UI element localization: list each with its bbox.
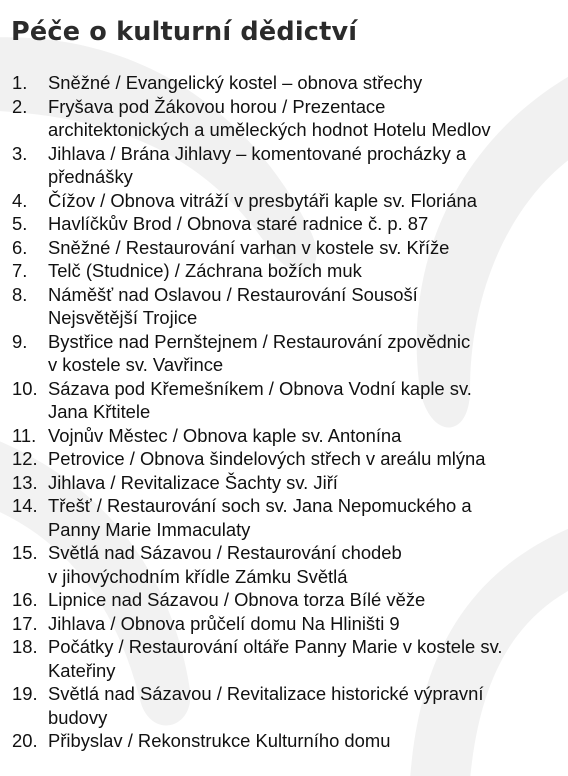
list-item-text: budovy bbox=[48, 706, 108, 728]
list-item-number: 19. bbox=[12, 683, 38, 704]
list-item-number: 2. bbox=[12, 95, 28, 117]
list-item-number: 6. bbox=[12, 236, 28, 258]
list-item-text: Nejsvětější Trojice bbox=[48, 307, 198, 328]
list-item-text: Kateřiny bbox=[48, 659, 116, 681]
list-item-text: Fryšava pod Žákovou horou / Prezentace bbox=[48, 95, 386, 117]
list-item bbox=[0, 729, 568, 753]
list-item bbox=[0, 494, 568, 541]
list-item-text: Světlá nad Sázavou / Restaurování chodeb bbox=[48, 542, 402, 563]
list-item-text: Lipnice nad Sázavou / Obnova torza Bílé věže bbox=[48, 589, 426, 610]
project-list bbox=[0, 71, 568, 753]
list-item bbox=[0, 377, 568, 424]
list-item-text: Třešť / Restaurování soch sv. Jana Nepomuckého a bbox=[48, 495, 472, 516]
list-item-number: 15. bbox=[12, 542, 38, 563]
list-item-number: 14. bbox=[12, 495, 38, 516]
list-item bbox=[0, 682, 568, 729]
list-item bbox=[0, 283, 568, 330]
list-item-text: Jihlava / Revitalizace Šachty sv. Jiří bbox=[48, 471, 338, 493]
list-item-text: Bystřice nad Pernštejnem / Restaurování zpovědnic bbox=[48, 330, 471, 352]
list-item-number: 3. bbox=[12, 142, 28, 164]
list-item bbox=[0, 95, 568, 142]
list-item bbox=[0, 330, 568, 377]
list-item-text: Sněžné / Evangelický kostel – obnova střechy bbox=[48, 72, 423, 93]
list-item-number: 17. bbox=[12, 612, 38, 634]
list-item-number: 7. bbox=[12, 260, 28, 281]
list-item bbox=[0, 471, 568, 495]
list-item-text: Sněžné / Restaurování varhan v kostele sv. Kříže bbox=[48, 236, 450, 258]
list-item-number: 4. bbox=[12, 189, 28, 211]
list-item bbox=[0, 189, 568, 213]
list-item bbox=[0, 259, 568, 283]
list-item-text: v jihovýchodním křídle Zámku Světlá bbox=[48, 565, 348, 587]
list-item bbox=[0, 236, 568, 260]
list-item-text: přednášky bbox=[48, 166, 133, 187]
list-item-number: 12. bbox=[12, 448, 38, 469]
list-item-number: 20. bbox=[12, 730, 38, 751]
list-item-number: 9. bbox=[12, 330, 28, 352]
list-item bbox=[0, 212, 568, 236]
list-item-text: Jihlava / Obnova průčelí domu Na Hliništi 9 bbox=[48, 612, 400, 634]
list-item-text: Čížov / Obnova vitráží v presbytáři kaple sv. Floriána bbox=[48, 189, 477, 211]
list-item-number: 5. bbox=[12, 213, 28, 234]
list-item bbox=[0, 71, 568, 95]
list-item-number: 1. bbox=[12, 72, 28, 93]
list-item-number: 16. bbox=[12, 589, 38, 610]
list-item bbox=[0, 588, 568, 612]
list-item-text: v kostele sv. Vavřince bbox=[48, 354, 224, 375]
list-item bbox=[0, 541, 568, 588]
list-item-text: Telč (Studnice) / Záchrana božích muk bbox=[48, 260, 362, 281]
list-item-text: architektonických a uměleckých hodnot Hotelu Medlov bbox=[48, 119, 491, 140]
list-item-text: Světlá nad Sázavou / Revitalizace historické výpravní bbox=[48, 683, 484, 704]
list-item-number: 8. bbox=[12, 283, 28, 305]
list-item-text: Počátky / Restaurování oltáře Panny Marie v kostele sv. bbox=[48, 636, 503, 657]
list-item bbox=[0, 142, 568, 189]
list-item-text: Jihlava / Brána Jihlavy – komentované procházky a bbox=[48, 142, 467, 164]
list-item-text: Náměšť nad Oslavou / Restaurování Sousoší bbox=[48, 283, 418, 305]
list-item bbox=[0, 612, 568, 636]
list-item-text: Sázava pod Křemešníkem / Obnova Vodní kaple sv. bbox=[48, 377, 472, 399]
list-item-text: Jana Křtitele bbox=[48, 401, 151, 422]
list-item bbox=[0, 635, 568, 682]
list-item-text: Havlíčkův Brod / Obnova staré radnice č. p. 87 bbox=[48, 213, 429, 234]
list-item bbox=[0, 447, 568, 471]
list-item-text: Petrovice / Obnova šindelových střech v areálu mlýna bbox=[48, 448, 486, 469]
list-item-text: Přibyslav / Rekonstrukce Kulturního domu bbox=[48, 730, 391, 751]
list-item-text: Vojnův Městec / Obnova kaple sv. Antonína bbox=[48, 424, 402, 446]
list-item-number: 11. bbox=[12, 424, 37, 446]
list-item-number: 18. bbox=[12, 636, 38, 657]
list-item-text: Panny Marie Immaculaty bbox=[48, 518, 251, 540]
list-item bbox=[0, 424, 568, 448]
page-title: Péče o kulturní dědictví bbox=[11, 17, 358, 47]
list-item-number: 10. bbox=[12, 377, 38, 399]
list-item-number: 13. bbox=[12, 471, 38, 493]
